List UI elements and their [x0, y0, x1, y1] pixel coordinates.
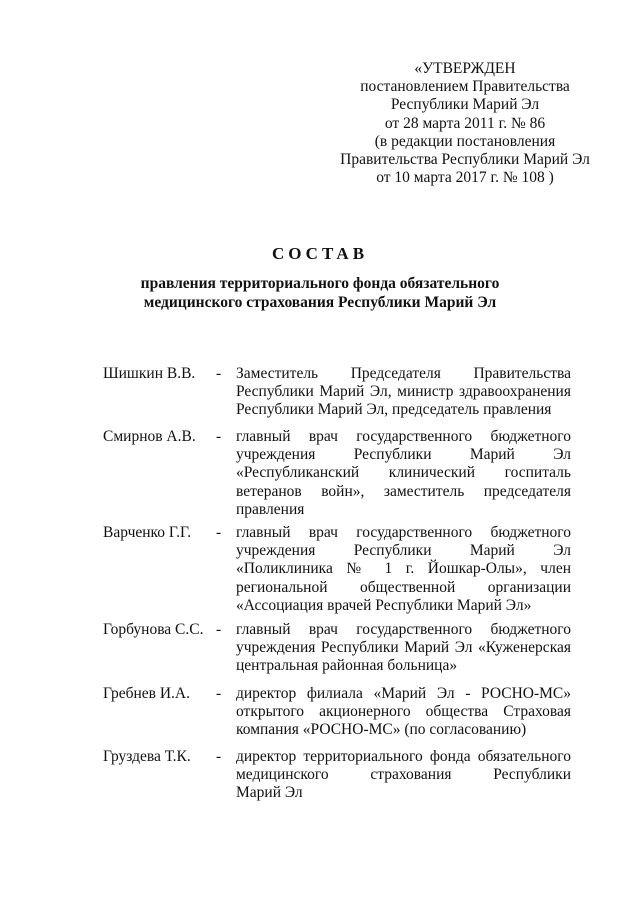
member-dash: - — [216, 748, 222, 765]
member-role — [236, 685, 571, 740]
approval-line: (в редакции постановления — [374, 132, 556, 150]
member-role-line: директор филиала «Марий Эл - РОСНО-МС» — [236, 685, 571, 702]
member-name: Груздева Т.К. — [103, 748, 191, 765]
member-role-line: Марий Эл — [236, 784, 303, 802]
member-role-line: учреждения Республики Марий Эл «Куженерская — [236, 639, 571, 657]
member-dash: - — [216, 685, 222, 702]
document-title: СОСТАВ — [271, 244, 369, 263]
approval-line: от 28 марта 2011 г. № 86 — [384, 114, 546, 132]
member-dash: - — [216, 428, 222, 445]
approval-line: Правительства Республики Марий Эл — [340, 151, 590, 169]
member-role — [236, 428, 571, 519]
approval-line: постановлением Правительства — [360, 78, 570, 96]
member-role-line: компания «РОСНО-МС» (по согласованию) — [236, 721, 527, 739]
approval-line: от 10 марта 2017 г. № 108 ) — [376, 169, 554, 187]
approval-block — [320, 60, 610, 187]
member-role — [236, 748, 571, 803]
member-dash: - — [216, 524, 222, 541]
approval-line: «УТВЕРЖДЕН — [414, 60, 516, 77]
member-name: Гребнев И.А. — [103, 685, 191, 702]
member-name: Смирнов А.В. — [103, 428, 196, 445]
member-role-line: Республики Марий Эл, министр здравоохранения — [236, 383, 571, 401]
member-role-line: главный врач государственного бюджетного — [236, 621, 571, 638]
member-role-line: «Республиканский клинический госпиталь — [236, 464, 571, 482]
member-role-line: центральная районная больница» — [236, 657, 458, 675]
member-role-line: директор территориального фонда обязательного — [236, 748, 571, 765]
member-name: Варченко Г.Г. — [103, 524, 192, 541]
member-role — [236, 365, 571, 420]
member-role — [236, 524, 571, 615]
member-role-line: ветеранов войн», заместитель председателя — [236, 482, 571, 500]
member-role-line: учреждения Республики Марий Эл — [236, 542, 571, 560]
member-role-line: главный врач государственного бюджетного — [236, 524, 571, 541]
member-role-line: главный врач государственного бюджетного — [236, 428, 571, 445]
subtitle-line: медицинского страхования Республики Марий Эл — [143, 293, 497, 311]
approval-line: Республики Марий Эл — [390, 96, 540, 114]
member-name: Шишкин В.В. — [103, 365, 196, 382]
member-role-line: правления — [236, 500, 305, 518]
member-role-line: открытого акционерного общества Страховая — [236, 703, 571, 721]
member-role-line: «Поликлиника № 1 г. Йошкар-Олы», член — [236, 560, 571, 578]
member-role-line: «Ассоциация врачей Республики Марий Эл» — [236, 596, 532, 614]
member-role-line: медицинского страхования Республики — [236, 766, 571, 784]
member-name: Горбунова С.С. — [103, 621, 204, 638]
member-role-line: учреждения Республики Марий Эл — [236, 446, 571, 464]
member-role-line: региональной общественной организации — [236, 578, 571, 596]
member-dash: - — [216, 621, 222, 638]
member-role-line: Заместитель Председателя Правительства — [236, 365, 571, 382]
subtitle-line: правления территориального фонда обязательного — [140, 275, 500, 292]
document-subtitle — [0, 275, 640, 312]
member-role — [236, 621, 571, 676]
member-role-line: Республики Марий Эл, председатель правления — [236, 401, 552, 419]
member-dash: - — [216, 365, 222, 382]
